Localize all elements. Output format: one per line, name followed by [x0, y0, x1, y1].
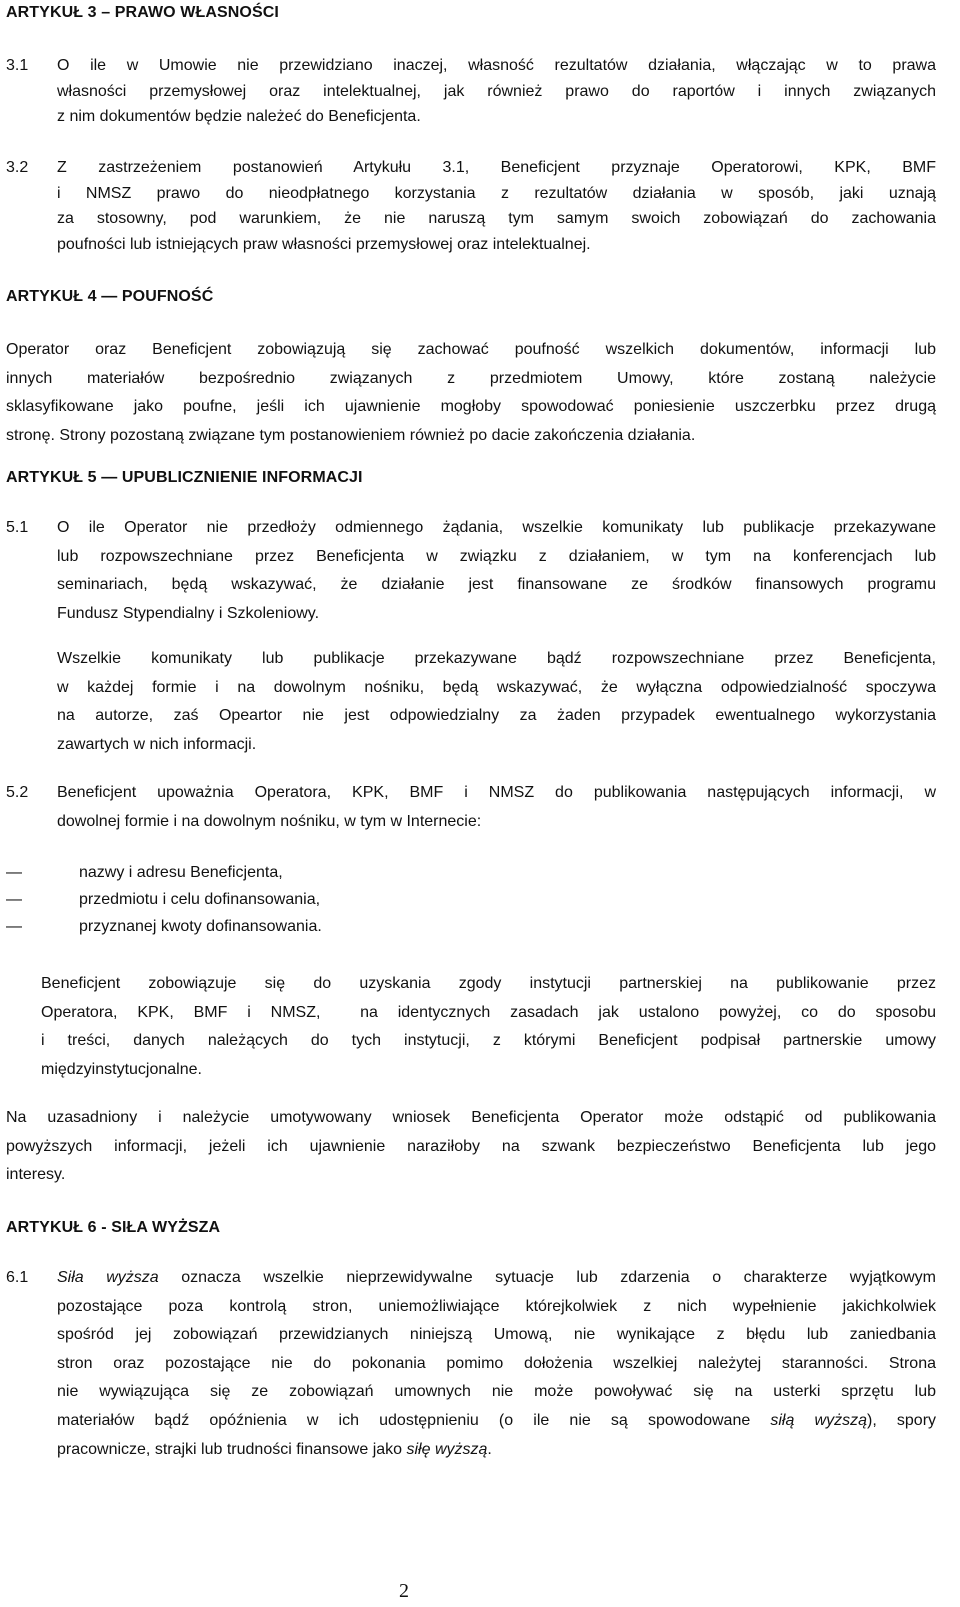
- text-line: seminariach, będą wskazywać, że działanie jest finansowane ze środków finansowych programu: [57, 576, 936, 594]
- text-line: O ile Operator nie przedłoży odmiennego żądania, wszelkie komunikaty lub publikacje przekazywane: [57, 519, 936, 536]
- text-line: innych materiałów bezpośrednio związanych z przedmiotem Umowy, które zostaną należycie: [6, 369, 936, 387]
- text-line: [57, 1264, 936, 1293]
- section-6-1-number: 6.1: [6, 1269, 29, 1286]
- article-4-heading: ARTYKUŁ 4 — POUFNOŚĆ: [6, 288, 214, 305]
- section-5-1-disclaimer: [57, 645, 936, 759]
- article-4-text: [6, 336, 936, 450]
- text-line: Na uzasadniony i należycie umotywowany wniosek Beneficjenta Operator może odstąpić od publikowania: [6, 1109, 936, 1126]
- section-3-1-number: 3.1: [6, 57, 29, 74]
- section-5-1-text: [57, 514, 936, 628]
- term-force-majeure: siłą wyższą: [770, 1411, 867, 1429]
- text-fragment: ), spory: [866, 1411, 937, 1429]
- text-line: O ile w Umowie nie przewidziano inaczej, własność rezultatów działania, włączając w to prawa: [57, 57, 936, 74]
- text-line: Wszelkie komunikaty lub publikacje przekazywane bądź rozpowszechniane przez Beneficjenta,: [57, 650, 936, 667]
- text-line: stronę. Strony pozostaną związane tym postanowieniem również po dacie zakończenia działania.: [6, 426, 696, 444]
- text-line: Beneficjent upoważnia Operatora, KPK, BMF i NMSZ do publikowania następujących informacji, w: [57, 784, 936, 801]
- list-item-text: przyznanej kwoty dofinansowania.: [79, 918, 322, 935]
- text-fragment: pracownicze, strajki lub trudności finansowe jako: [57, 1440, 407, 1458]
- text-fragment: materiałów bądź opóźnienia w ich udostępnieniu (o ile nie są spowodowane: [57, 1411, 771, 1429]
- text-line: międzyinstytucjonalne.: [41, 1060, 202, 1078]
- text-line: za stosowny, pod warunkiem, że nie naruszą tym samym swoich zobowiązań do zachowania: [57, 210, 936, 228]
- text-line: [57, 1407, 936, 1436]
- dash-bullet: —: [6, 864, 22, 881]
- list-item-text: nazwy i adresu Beneficjenta,: [79, 864, 283, 881]
- section-5-1-number: 5.1: [6, 519, 29, 536]
- text-line: zawartych w nich informacji.: [57, 735, 257, 753]
- section-5-2-text: [57, 779, 936, 836]
- dash-bullet: —: [6, 918, 22, 935]
- text-line: powyższych informacji, jeżeli ich ujawnienie naraziłoby na szwank bezpieczeństwo Beneficjenta lub jego: [6, 1137, 936, 1155]
- section-3-2-number: 3.2: [6, 159, 29, 176]
- section-3-1-text: [57, 52, 936, 132]
- list-item-text: przedmiotu i celu dofinansowania,: [79, 891, 321, 908]
- term-force-majeure: siłę wyższą: [406, 1440, 488, 1458]
- text-line: dowolnej formie i na dowolnym nośniku, w tym w Internecie:: [57, 812, 482, 830]
- text-line: i treści, danych należących do tych instytucji, z którymi Beneficjent podpisał partnerskie umowy: [41, 1032, 936, 1050]
- text-line: na autorze, zaś Opeartor nie jest odpowiedzialny za żaden przypadek ewentualnego wykorzystania: [57, 707, 936, 725]
- text-line: interesy.: [6, 1166, 66, 1184]
- text-line: Operator oraz Beneficjent zobowiązują się zachować poufność wszelkich dokumentów, informacji lub: [6, 341, 936, 358]
- text-line: Fundusz Stypendialny i Szkoleniowy.: [57, 604, 320, 622]
- publication-exception-text: [6, 1104, 936, 1190]
- text-line: Operatora, KPK, BMF i NMSZ, na identycznych zasadach jak ustalono powyżej, co do sposobu: [41, 1003, 936, 1021]
- article-5-heading: ARTYKUŁ 5 — UPUBLICZNIENIE INFORMACJI: [6, 469, 363, 486]
- text-line: z nim dokumentów będzie należeć do Beneficjenta.: [57, 108, 421, 126]
- text-line: własności przemysłowej oraz intelektualnej, jak również prawo do raportów i innych związanych: [57, 82, 936, 100]
- section-3-2-text: [57, 154, 936, 259]
- text-line: poufności lub istniejących praw własności przemysłowej oraz intelektualnej.: [57, 235, 591, 253]
- section-6-1-text: [57, 1264, 936, 1464]
- text-line: [57, 1436, 936, 1465]
- text-line: Beneficjent zobowiązuje się do uzyskania zgody instytucji partnerskiej na publikowanie przez: [41, 975, 936, 992]
- text-line: spośród jej zobowiązań przewidzianych niniejszą Umową, nie wynikające z błędu lub zaniedbania: [57, 1326, 936, 1344]
- dash-bullet: —: [6, 891, 22, 908]
- text-line: Z zastrzeżeniem postanowień Artykułu 3.1, Beneficjent przyznaje Operatorowi, KPK, BMF: [57, 159, 936, 176]
- text-line: sklasyfikowane jako poufne, jeśli ich ujawnienie mogłoby spowodować poniesienie uszczerbku przez drugą: [6, 398, 936, 416]
- partner-consent-text: [41, 970, 936, 1084]
- text-line: stron oraz pozostające nie do pokonania pomimo dołożenia wszelkiej należytej staranności. Strona: [57, 1354, 936, 1372]
- page-number: 2: [399, 1580, 409, 1602]
- text-line: i NMSZ prawo do nieodpłatnego korzystania z rezultatów działania w sposób, jaki uznają: [57, 184, 936, 202]
- article-6-heading: ARTYKUŁ 6 - SIŁA WYŻSZA: [6, 1219, 221, 1236]
- text-line: pozostające poza kontrolą stron, uniemożliwiające którejkolwiek z nich wypełnienie jakichkolwiek: [57, 1297, 936, 1315]
- text-line: lub rozpowszechniane przez Beneficjenta w związku z działaniem, w tym na konferencjach lub: [57, 547, 936, 565]
- term-force-majeure: Siła wyższa: [57, 1269, 159, 1286]
- text-fragment: oznacza wszelkie nieprzewidywalne sytuacje lub zdarzenia o charakterze wyjątkowym: [158, 1269, 937, 1286]
- text-line: nie wywiązująca się ze zobowiązań umownych nie może powoływać się na usterki sprzętu lub: [57, 1383, 936, 1401]
- text-fragment: .: [487, 1440, 492, 1458]
- section-5-2-number: 5.2: [6, 784, 29, 801]
- article-3-heading: ARTYKUŁ 3 – PRAWO WŁASNOŚCI: [6, 4, 279, 21]
- text-line: w każdej formie i na dowolnym nośniku, będą wskazywać, że wyłączna odpowiedzialność spoczywa: [57, 678, 936, 696]
